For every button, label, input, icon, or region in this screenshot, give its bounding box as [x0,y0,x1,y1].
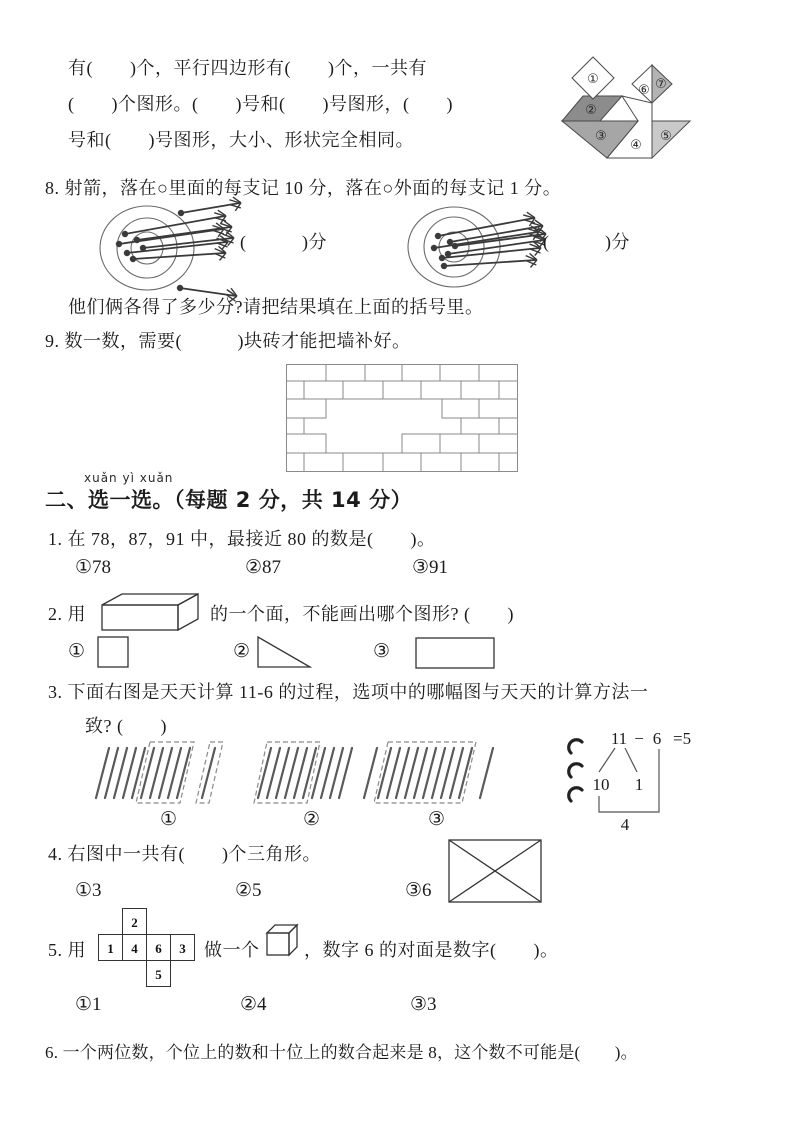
c4-option-3: ③6 [405,880,432,901]
c2-text-pre: 2. 用 [48,604,86,624]
decomp-right-part: 1 [634,775,644,794]
c4-option-2: ②5 [235,880,262,901]
intro-line-1: 有( )个，平行四边形有( )个，一共有 [68,58,427,78]
c1-text: 1. 在 78，87，91 中，最接近 80 的数是( )。 [48,529,436,549]
c5-cube-figure [264,920,302,958]
c2-option-label-3: ③ [373,641,391,662]
tangram-label-4: ④ [630,138,642,153]
q8-text: 8. 射箭，落在○里面的每支记 10 分，落在○外面的每支记 1 分。 [45,178,562,198]
c1-option-1: ①78 [75,557,112,578]
c5-text-post: ，数字 6 的对面是数字( )。 [304,940,559,960]
tangram-label-5: ⑤ [660,129,672,144]
c6-text: 6. 一个两位数，个位上的数和十位上的数合起来是 8，这个数不可能是( )。 [45,1043,638,1062]
c3-sticks-option-3 [372,740,512,806]
c5-option-3: ③3 [410,994,437,1015]
decomp-minus-sign: − [634,729,644,748]
target2-outer-ring [408,207,500,287]
tangram-label-6: ⑥ [638,83,650,98]
c3-decomposition-diagram [565,716,745,834]
wall-hole-outline [304,399,461,453]
c3-sticks-option-1 [90,740,240,806]
c2-cuboid-figure [100,590,202,632]
c1-option-2: ②87 [245,557,282,578]
decomp-bottom-value: 4 [620,815,630,834]
c3-sticks-option-2 [252,740,392,806]
section2-pinyin: xuǎn yì xuǎn [84,471,174,485]
c5-text-mid: 做一个 [204,940,260,960]
intro-line-3: 号和( )号图形，大小、形状完全相同。 [68,130,414,150]
c5-option-1: ①1 [75,994,102,1015]
c3-text-line1: 3. 下面右图是天天计算 11-6 的过程，选项中的哪幅图与天天的计算方法一 [48,682,649,702]
c3-option-label-1: ① [160,809,178,830]
target2-arrows [434,218,545,266]
net-cell-6: 6 [155,941,162,956]
tangram-label-7: ⑦ [655,77,667,92]
net-cell-2: 2 [131,915,138,930]
c3-option-label-3: ③ [428,809,446,830]
tangram-figure [555,50,790,165]
q9-text: 9. 数一数，需要( )块砖才能把墙补好。 [45,331,411,351]
q8-target-1 [85,196,245,302]
q8-score-blank-1: ( )分 [240,232,327,252]
q8-target-2 [398,196,558,302]
q8-footer: 他们俩各得了多少分?请把结果填在上面的括号里。 [68,297,484,317]
net-cell-3: 3 [179,941,186,956]
c3-option-label-2: ② [303,809,321,830]
tangram-label-3: ③ [595,129,607,144]
net-cell-5: 5 [155,967,162,982]
c2-option-label-2: ② [233,641,251,662]
c5-text-pre: 5. 用 [48,940,86,960]
net-cell-1: 1 [107,941,114,956]
decomp-subtrahend: 6 [652,729,662,748]
c4-rectangle-with-diagonals [448,839,542,903]
tangram-label-2: ② [585,103,597,118]
decomp-left-part: 10 [592,775,610,794]
target2-middle-ring [424,217,484,277]
c5-option-2: ②4 [240,994,267,1015]
c5-cube-net [98,908,198,990]
decomp-minuend: 11 [610,729,628,748]
c2-text-post: 的一个面，不能画出哪个图形? ( ) [210,604,514,624]
c2-option-label-1: ① [68,641,86,662]
c2-option-triangle [256,635,312,669]
q8-score-blank-2: ( )分 [543,232,630,252]
c2-option-rectangle [415,637,495,669]
q9-brick-wall [286,364,518,472]
c2-option-square [97,636,129,668]
spiral-binding-curls [569,740,582,801]
c4-text: 4. 右图中一共有( )个三角形。 [48,844,321,864]
c1-option-3: ③91 [412,557,449,578]
intro-text [68,50,453,158]
decomp-result: =5 [673,729,692,748]
c4-option-1: ①3 [75,880,102,901]
intro-line-2: ( )个图形。( )号和( )号图形，( ) [68,94,453,114]
c3-text-line2: 致? ( ) [85,716,167,736]
net-cell-4: 4 [131,941,138,956]
section2-title: 二、选一选。（每题 2 分，共 14 分） [45,488,413,512]
tangram-label-1: ① [587,72,599,87]
